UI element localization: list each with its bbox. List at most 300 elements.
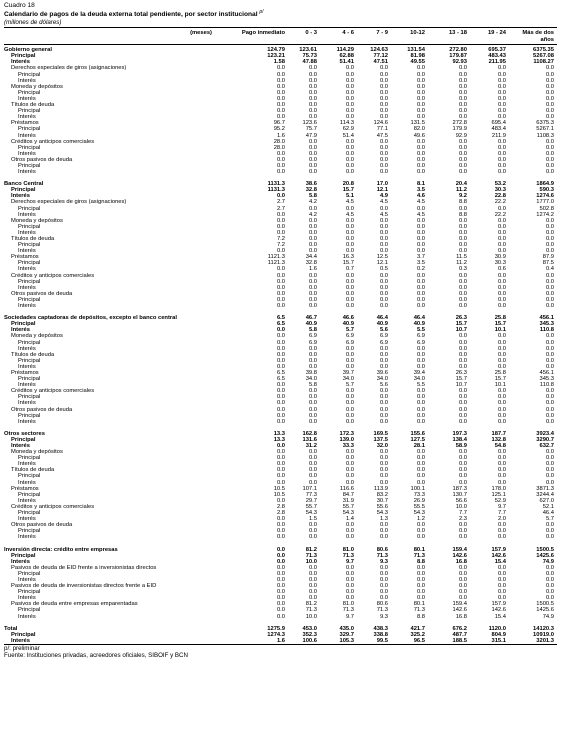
value-cell: 0.0 [276, 290, 285, 297]
header-mas-de-dos-line2: años [540, 36, 554, 43]
value-cell: 0.0 [497, 162, 506, 169]
value-cell: 0.0 [308, 522, 317, 529]
value-cell: 0.0 [345, 345, 354, 352]
value-cell: 107.1 [302, 485, 317, 492]
value-cell: 71.3 [342, 552, 354, 559]
value-cell: 0.0 [545, 473, 554, 480]
value-cell: 40.9 [305, 321, 317, 328]
value-cell: 0.0 [276, 83, 285, 90]
row-label: Interés [11, 637, 31, 644]
row-label: Préstamos [11, 254, 39, 261]
value-cell: 0.0 [545, 236, 554, 242]
value-cell: 0.0 [379, 534, 388, 541]
value-cell: 0.0 [345, 400, 354, 407]
value-cell: 0.0 [416, 473, 425, 480]
value-cell: 0.0 [308, 400, 317, 407]
value-cell: 0.0 [458, 102, 467, 109]
value-cell: 81.0 [342, 546, 354, 553]
value-cell: 10.5 [273, 485, 285, 492]
value-cell: 0.0 [379, 583, 388, 590]
value-cell: 0.0 [308, 479, 317, 486]
value-cell: 5.7 [345, 327, 354, 334]
value-cell: 139.0 [339, 436, 354, 443]
value-cell: 0.0 [458, 65, 467, 72]
value-cell: 0.0 [497, 102, 506, 109]
value-cell: 15.7 [455, 321, 467, 328]
value-cell: 62.88 [339, 53, 354, 60]
value-cell: 0.0 [545, 138, 554, 145]
value-cell: 0.0 [545, 223, 554, 230]
value-cell: 137.5 [373, 436, 388, 443]
value-cell: 0.0 [458, 83, 467, 90]
value-cell: 31.2 [305, 443, 317, 449]
value-cell: 0.0 [276, 95, 285, 102]
value-cell: 483.43 [488, 53, 506, 60]
value-cell: 0.0 [416, 95, 425, 102]
value-cell: 0.0 [345, 223, 354, 230]
row-label: Préstamos [11, 485, 39, 492]
value-cell: 0.0 [308, 223, 317, 230]
value-cell: 0.0 [416, 71, 425, 78]
footnote-source: Fuente: Instituciones privadas, acreedores oficiales, SIBOIF y BCN [4, 652, 188, 660]
value-cell: 0.0 [276, 303, 285, 310]
value-cell: 0.0 [545, 406, 554, 413]
value-cell: 0.0 [416, 144, 425, 151]
value-cell: 1274.6 [536, 193, 554, 200]
header-19-24: 19 - 24 [487, 30, 506, 36]
value-cell: 77.3 [305, 491, 317, 498]
value-cell: 0.0 [308, 595, 317, 602]
value-cell: 0.0 [276, 351, 285, 358]
row-label: Principal [18, 260, 41, 267]
value-cell: 0.0 [276, 558, 285, 565]
value-cell: 7.2 [276, 236, 285, 242]
value-cell: 0.0 [497, 589, 506, 596]
value-cell: 53.2 [494, 181, 506, 188]
value-cell: 0.0 [276, 217, 285, 224]
value-cell: 0.0 [416, 290, 425, 297]
value-cell: 32.0 [376, 443, 388, 449]
value-cell: 0.0 [545, 589, 554, 596]
value-cell: 0.0 [345, 83, 354, 90]
value-cell: 75.7 [305, 126, 317, 133]
value-cell: 0.0 [345, 351, 354, 358]
row-label: Inversión directa: crédito entre empresas [4, 546, 118, 553]
value-cell: 29.7 [305, 497, 317, 504]
value-cell: 0.0 [497, 229, 506, 236]
footnote-preliminar: p/: preliminar [4, 644, 40, 652]
value-cell: 127.5 [410, 436, 425, 443]
row-label: Interés [18, 169, 36, 176]
value-cell: 0.0 [345, 89, 354, 96]
value-cell: 0.0 [276, 388, 285, 395]
row-label: Títulos de deuda [11, 102, 55, 109]
value-cell: 130.7 [452, 491, 467, 498]
value-cell: 0.0 [497, 418, 506, 425]
value-cell: 0.0 [458, 77, 467, 84]
value-cell: 0.0 [545, 162, 554, 169]
value-cell: 0.0 [497, 71, 506, 78]
value-cell: 4.6 [416, 193, 425, 200]
value-cell: 12.1 [376, 187, 388, 194]
value-cell: 142.6 [452, 607, 467, 614]
value-cell: 0.0 [276, 443, 285, 449]
value-cell: 0.0 [416, 77, 425, 84]
value-cell: 0.0 [416, 449, 425, 456]
value-cell: 0.0 [379, 138, 388, 145]
value-cell: 6.9 [308, 339, 317, 346]
value-cell: 26.3 [455, 315, 467, 322]
row-label: Interés [18, 303, 36, 310]
value-cell: 0.0 [379, 589, 388, 596]
value-cell: 0.0 [345, 71, 354, 78]
value-cell: 0.0 [416, 303, 425, 310]
row-label: Principal [18, 412, 41, 419]
value-cell: 0.0 [497, 528, 506, 535]
value-cell: 6.9 [416, 333, 425, 340]
row-label: Moneda y depósitos [11, 217, 63, 224]
value-cell: 1275.9 [267, 625, 285, 632]
value-cell: 179.87 [449, 53, 467, 60]
value-cell: 0.0 [276, 546, 285, 553]
value-cell: 3.7 [416, 254, 425, 261]
value-cell: 0.0 [308, 83, 317, 90]
value-cell: 0.0 [497, 595, 506, 602]
value-cell: 0.0 [345, 595, 354, 602]
value-cell: 0.0 [416, 284, 425, 291]
row-label: Principal [11, 321, 36, 328]
row-label: Interés [11, 443, 31, 449]
value-cell: 0.0 [276, 248, 285, 255]
value-cell: 0.0 [458, 461, 467, 468]
value-cell: 159.4 [452, 601, 467, 608]
value-cell: 1.6 [276, 637, 285, 644]
row-label: Pasivos de deuda de inversionistas directos frente a EID [11, 583, 157, 590]
value-cell: 0.0 [345, 217, 354, 224]
row-label: Principal [18, 278, 41, 285]
value-cell: 188.5 [452, 637, 467, 644]
value-cell: 0.0 [379, 229, 388, 236]
value-cell: 0.0 [416, 406, 425, 413]
value-cell: 0.0 [345, 102, 354, 109]
value-cell: 0.0 [276, 114, 285, 121]
row-label: Principal [11, 53, 36, 60]
value-cell: 1.4 [345, 516, 354, 523]
value-cell: 9.2 [458, 193, 467, 200]
value-cell: 0.0 [276, 193, 285, 200]
value-cell: 0.0 [458, 108, 467, 115]
value-cell: 25.8 [494, 369, 506, 376]
value-cell: 0.0 [545, 479, 554, 486]
row-label: Moneda y depósitos [11, 449, 63, 456]
value-cell: 12.5 [376, 254, 388, 261]
value-cell: 15.7 [342, 187, 354, 194]
value-cell: 0.0 [497, 108, 506, 115]
value-cell: 502.8 [539, 205, 554, 212]
value-cell: 0.0 [308, 363, 317, 370]
value-cell: 0.0 [345, 272, 354, 279]
value-cell: 0.0 [276, 473, 285, 480]
value-cell: 0.0 [379, 576, 388, 583]
value-cell: 0.0 [308, 114, 317, 121]
value-cell: 0.0 [458, 479, 467, 486]
value-cell: 80.1 [413, 546, 425, 553]
value-cell: 49.55 [410, 59, 425, 66]
value-cell: 0.0 [308, 534, 317, 541]
value-cell: 26.3 [455, 369, 467, 376]
value-cell: 1864.9 [536, 181, 554, 188]
value-cell: 0.0 [545, 95, 554, 102]
value-cell: 30.7 [376, 497, 388, 504]
value-cell: 11.2 [456, 187, 467, 194]
value-cell: 4.5 [345, 211, 354, 218]
header-10-12: 10-12 [410, 30, 425, 36]
value-cell: 58.9 [455, 443, 467, 449]
value-cell: 1.3 [379, 516, 388, 523]
value-cell: 100.1 [410, 485, 425, 492]
value-cell: 0.0 [416, 418, 425, 425]
row-label: Otros pasivos de deuda [11, 406, 73, 413]
value-cell: 157.9 [491, 546, 506, 553]
value-cell: 0.0 [416, 108, 425, 115]
row-label: Principal [18, 89, 41, 96]
value-cell: 0.0 [458, 345, 467, 352]
value-cell: 71.3 [305, 552, 317, 559]
value-cell: 0.0 [276, 418, 285, 425]
value-cell: 0.0 [545, 65, 554, 72]
value-cell: 0.0 [458, 278, 467, 285]
value-cell: 40.9 [376, 321, 388, 328]
row-label: Principal [18, 607, 41, 614]
value-cell: 0.0 [497, 400, 506, 407]
value-cell: 0.0 [379, 351, 388, 358]
value-cell: 0.0 [545, 229, 554, 236]
value-cell: 0.0 [276, 108, 285, 115]
value-cell: 0.0 [308, 144, 317, 151]
row-label: Principal [18, 510, 41, 517]
value-cell: 0.0 [379, 467, 388, 474]
value-cell: 0.0 [276, 229, 285, 236]
value-cell: 0.0 [308, 102, 317, 109]
value-cell: 9.3 [379, 558, 388, 565]
value-cell: 0.0 [497, 522, 506, 529]
value-cell: 82.0 [413, 126, 425, 133]
value-cell: 197.3 [452, 430, 467, 437]
value-cell: 34.4 [305, 254, 317, 261]
value-cell: 0.0 [545, 102, 554, 109]
value-cell: 0.0 [276, 169, 285, 176]
value-cell: 0.0 [458, 534, 467, 541]
value-cell: 0.0 [458, 412, 467, 419]
value-cell: 0.0 [545, 455, 554, 462]
value-cell: 0.0 [308, 290, 317, 297]
value-cell: 17.0 [376, 181, 388, 188]
value-cell: 3201.3 [536, 637, 554, 644]
value-cell: 0.0 [416, 150, 425, 157]
value-cell: 105.3 [339, 637, 354, 644]
value-cell: 0.0 [345, 583, 354, 590]
value-cell: 0.0 [497, 278, 506, 285]
value-cell: 456.1 [539, 315, 554, 322]
value-cell: 0.0 [416, 357, 425, 364]
row-label: Principal [11, 631, 36, 638]
value-cell: 0.0 [545, 114, 554, 121]
value-cell: 0.0 [458, 272, 467, 279]
value-cell: 5.8 [308, 193, 317, 200]
value-cell: 0.0 [308, 65, 317, 72]
value-cell: 40.9 [342, 321, 354, 328]
column-header-row [4, 28, 557, 45]
value-cell: 0.0 [345, 138, 354, 145]
header-13-18: 13 - 18 [448, 30, 467, 36]
value-cell: 0.0 [497, 248, 506, 255]
value-cell: 0.0 [458, 150, 467, 157]
value-cell: 142.6 [452, 552, 467, 559]
value-cell: 10919.0 [533, 631, 554, 638]
value-cell: 6.5 [276, 376, 285, 383]
value-cell: 0.0 [458, 205, 467, 212]
value-cell: 3.5 [416, 187, 425, 194]
value-cell: 71.3 [413, 607, 425, 614]
value-cell: 0.0 [379, 248, 388, 255]
value-cell: 0.0 [497, 95, 506, 102]
row-label: Derechos especiales de giros (asignaciones) [11, 65, 127, 72]
value-cell: 0.0 [545, 345, 554, 352]
value-cell: 5267.08 [533, 53, 554, 60]
value-cell: 4.2 [308, 211, 317, 218]
value-cell: 114.3 [339, 120, 354, 127]
value-cell: 16.3 [342, 254, 354, 261]
value-cell: 0.0 [345, 455, 354, 462]
value-cell: 0.0 [345, 522, 354, 529]
value-cell: 0.0 [345, 169, 354, 176]
row-label: Créditos y anticipos comerciales [11, 138, 95, 145]
value-cell: 0.0 [545, 296, 554, 303]
value-cell: 2.7 [276, 199, 285, 206]
value-cell: 0.0 [458, 114, 467, 121]
value-cell: 0.0 [545, 339, 554, 346]
value-cell: 30.3 [494, 187, 506, 194]
value-cell: 0.0 [308, 156, 317, 163]
value-cell: 0.0 [379, 162, 388, 169]
value-cell: 0.0 [379, 217, 388, 224]
value-cell: 0.0 [545, 144, 554, 151]
value-cell: 0.0 [345, 229, 354, 236]
value-cell: 20.4 [455, 181, 467, 188]
value-cell: 0.0 [308, 449, 317, 456]
value-cell: 10.0 [305, 558, 317, 565]
row-label: Interés [18, 497, 36, 504]
title-note: p/ [259, 9, 264, 16]
value-cell: 325.2 [410, 631, 425, 638]
value-cell: 1108.27 [533, 59, 554, 66]
value-cell: 0.0 [308, 570, 317, 577]
value-cell: 0.0 [276, 449, 285, 456]
row-label: Interés [18, 132, 36, 139]
value-cell: 124.79 [267, 47, 285, 54]
value-cell: 0.0 [276, 406, 285, 413]
value-cell: 0.0 [308, 77, 317, 84]
value-cell: 77.12 [373, 53, 388, 60]
value-cell: 2.3 [458, 516, 467, 523]
value-cell: 0.0 [345, 114, 354, 121]
value-cell: 0.0 [276, 89, 285, 96]
value-cell: 0.0 [345, 479, 354, 486]
value-cell: 31.9 [342, 497, 354, 504]
table-body [4, 47, 557, 644]
value-cell: 1.2 [416, 516, 425, 523]
value-cell: 0.0 [345, 162, 354, 169]
value-cell: 0.0 [458, 71, 467, 78]
value-cell: 5.6 [379, 382, 388, 389]
value-cell: 87.5 [542, 260, 554, 267]
table-title [4, 9, 557, 19]
row-label: Principal [18, 473, 41, 480]
value-cell: 55.7 [305, 503, 317, 510]
value-cell: 4.9 [379, 193, 388, 200]
value-cell: 113.9 [373, 485, 388, 492]
value-cell: 0.0 [545, 351, 554, 358]
value-cell: 0.0 [379, 345, 388, 352]
value-cell: 131.6 [302, 436, 317, 443]
row-label: Principal [18, 570, 41, 577]
row-label: Interés [18, 461, 36, 468]
value-cell: 0.0 [416, 589, 425, 596]
value-cell: 0.0 [276, 266, 285, 273]
row-label: Principal [18, 376, 41, 383]
value-cell: 0.0 [345, 290, 354, 297]
row-label: Derechos especiales de giros (asignaciones) [11, 199, 127, 206]
value-cell: 0.0 [497, 83, 506, 90]
value-cell: 54.8 [494, 443, 506, 449]
value-cell: 0.0 [458, 589, 467, 596]
value-cell: 0.0 [497, 223, 506, 230]
value-cell: 487.7 [452, 631, 467, 638]
value-cell: 0.0 [379, 564, 388, 571]
value-cell: 632.7 [539, 443, 554, 449]
value-cell: 0.0 [379, 65, 388, 72]
value-cell: 16.8 [455, 558, 467, 565]
value-cell: 5.8 [308, 382, 317, 389]
value-cell: 47.88 [302, 59, 317, 66]
value-cell: 0.0 [545, 388, 554, 395]
value-cell: 0.0 [416, 479, 425, 486]
value-cell: 590.3 [539, 187, 554, 194]
value-cell: 0.0 [458, 394, 467, 401]
value-cell: 0.0 [416, 595, 425, 602]
row-label: Títulos de deuda [11, 467, 55, 474]
row-label: Principal [18, 357, 41, 364]
value-cell: 0.0 [276, 455, 285, 462]
value-cell: 0.0 [379, 272, 388, 279]
value-cell: 34.0 [342, 376, 354, 383]
value-cell: 0.0 [416, 272, 425, 279]
row-label: Principal [18, 108, 41, 115]
value-cell: 138.4 [452, 436, 467, 443]
value-cell: 0.0 [545, 564, 554, 571]
row-label: Moneda y depósitos [11, 83, 63, 90]
value-cell: 0.0 [497, 242, 506, 249]
value-cell: 0.0 [276, 461, 285, 468]
value-cell: 0.0 [276, 400, 285, 407]
value-cell: 0.0 [458, 418, 467, 425]
value-cell: 0.0 [379, 236, 388, 242]
value-cell: 0.0 [416, 461, 425, 468]
value-cell: 22.2 [494, 211, 506, 218]
row-label: Interés [11, 558, 31, 565]
value-cell: 0.0 [379, 449, 388, 456]
value-cell: 0.0 [416, 583, 425, 590]
